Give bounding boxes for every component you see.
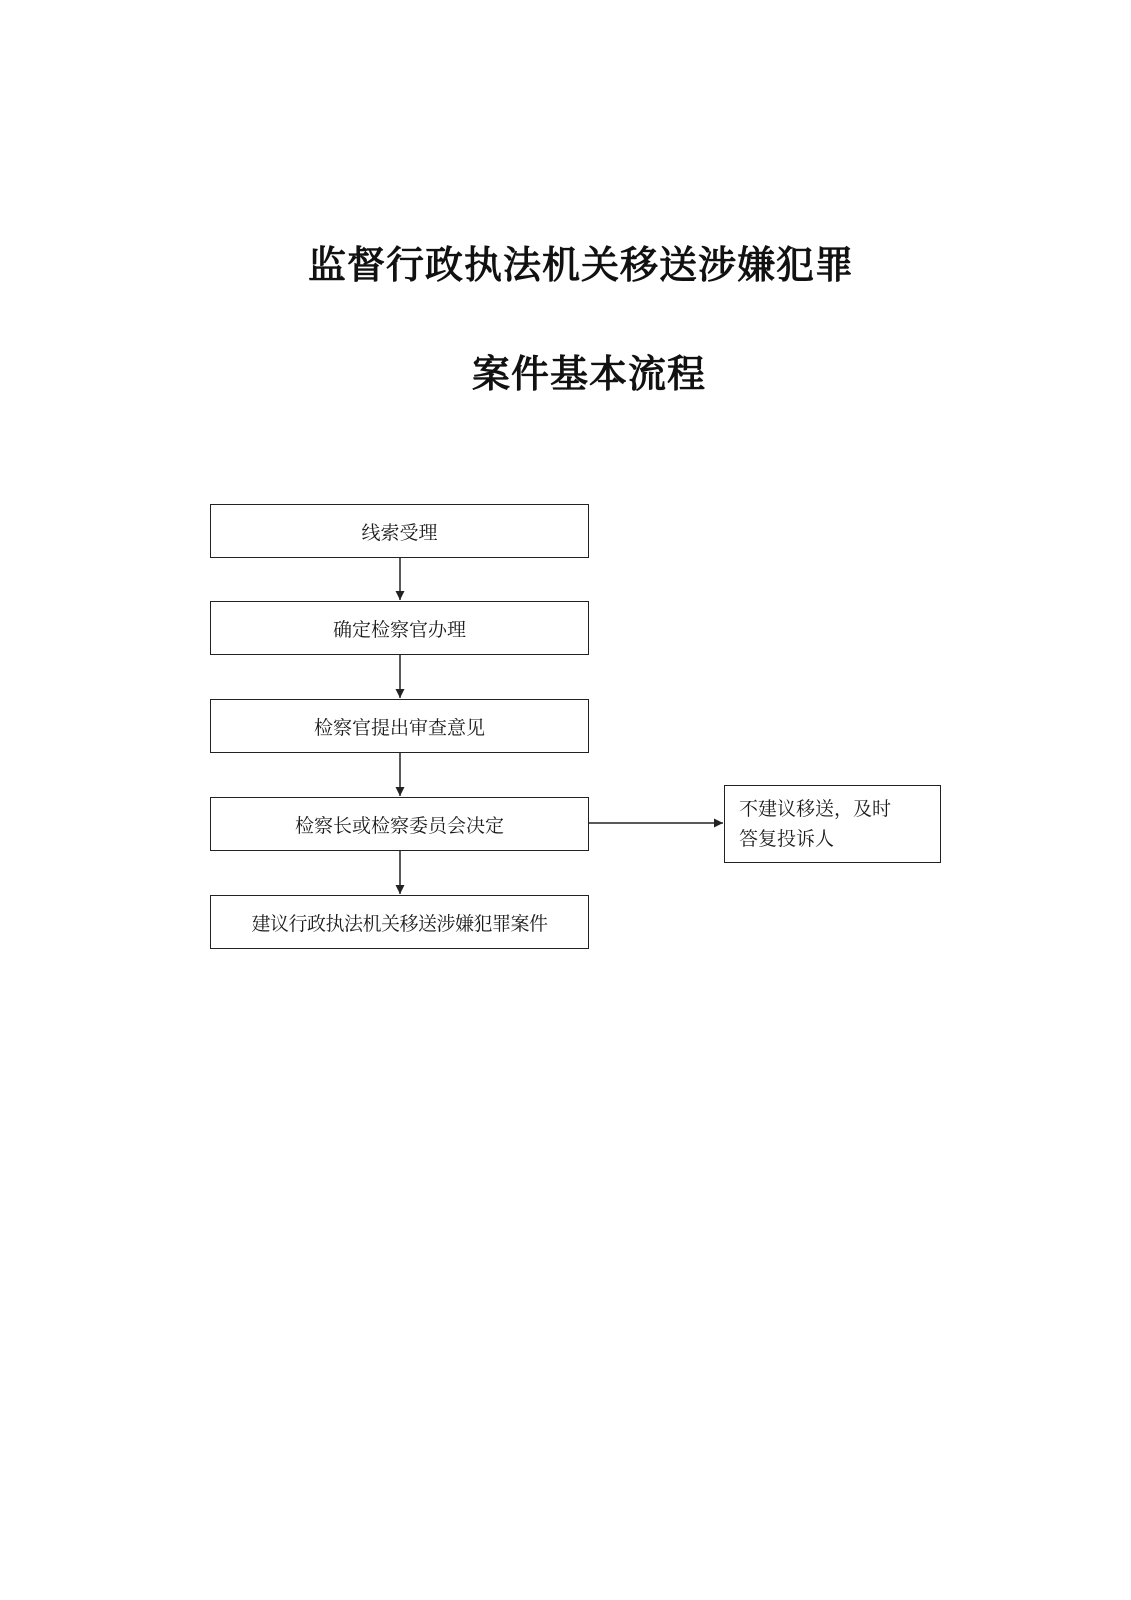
flowchart-title-line-1: 监督行政执法机关移送涉嫌犯罪	[308, 242, 855, 287]
step-clue-intake-label: 线索受理	[361, 521, 438, 544]
flowchart-title-line-2: 案件基本流程	[472, 351, 707, 396]
step-review-opinion-label: 检察官提出审查意见	[313, 716, 485, 739]
step-chief-decision	[210, 797, 589, 851]
no-transfer-label-line-1: 不建议移送，及时	[739, 798, 892, 820]
step-clue-intake	[210, 504, 589, 558]
no-transfer-label-line-2: 答复投诉人	[739, 828, 835, 850]
step-chief-decision-label: 检察长或检察委员会决定	[294, 814, 504, 837]
step-review-opinion	[210, 699, 589, 753]
step-assign-prosecutor-label: 确定检察官办理	[332, 618, 466, 641]
step-suggest-transfer-label: 建议行政执法机关移送涉嫌犯罪案件	[251, 912, 548, 935]
step-assign-prosecutor	[210, 601, 589, 655]
step-no-transfer-reply	[724, 785, 941, 863]
step-suggest-transfer	[210, 895, 589, 949]
